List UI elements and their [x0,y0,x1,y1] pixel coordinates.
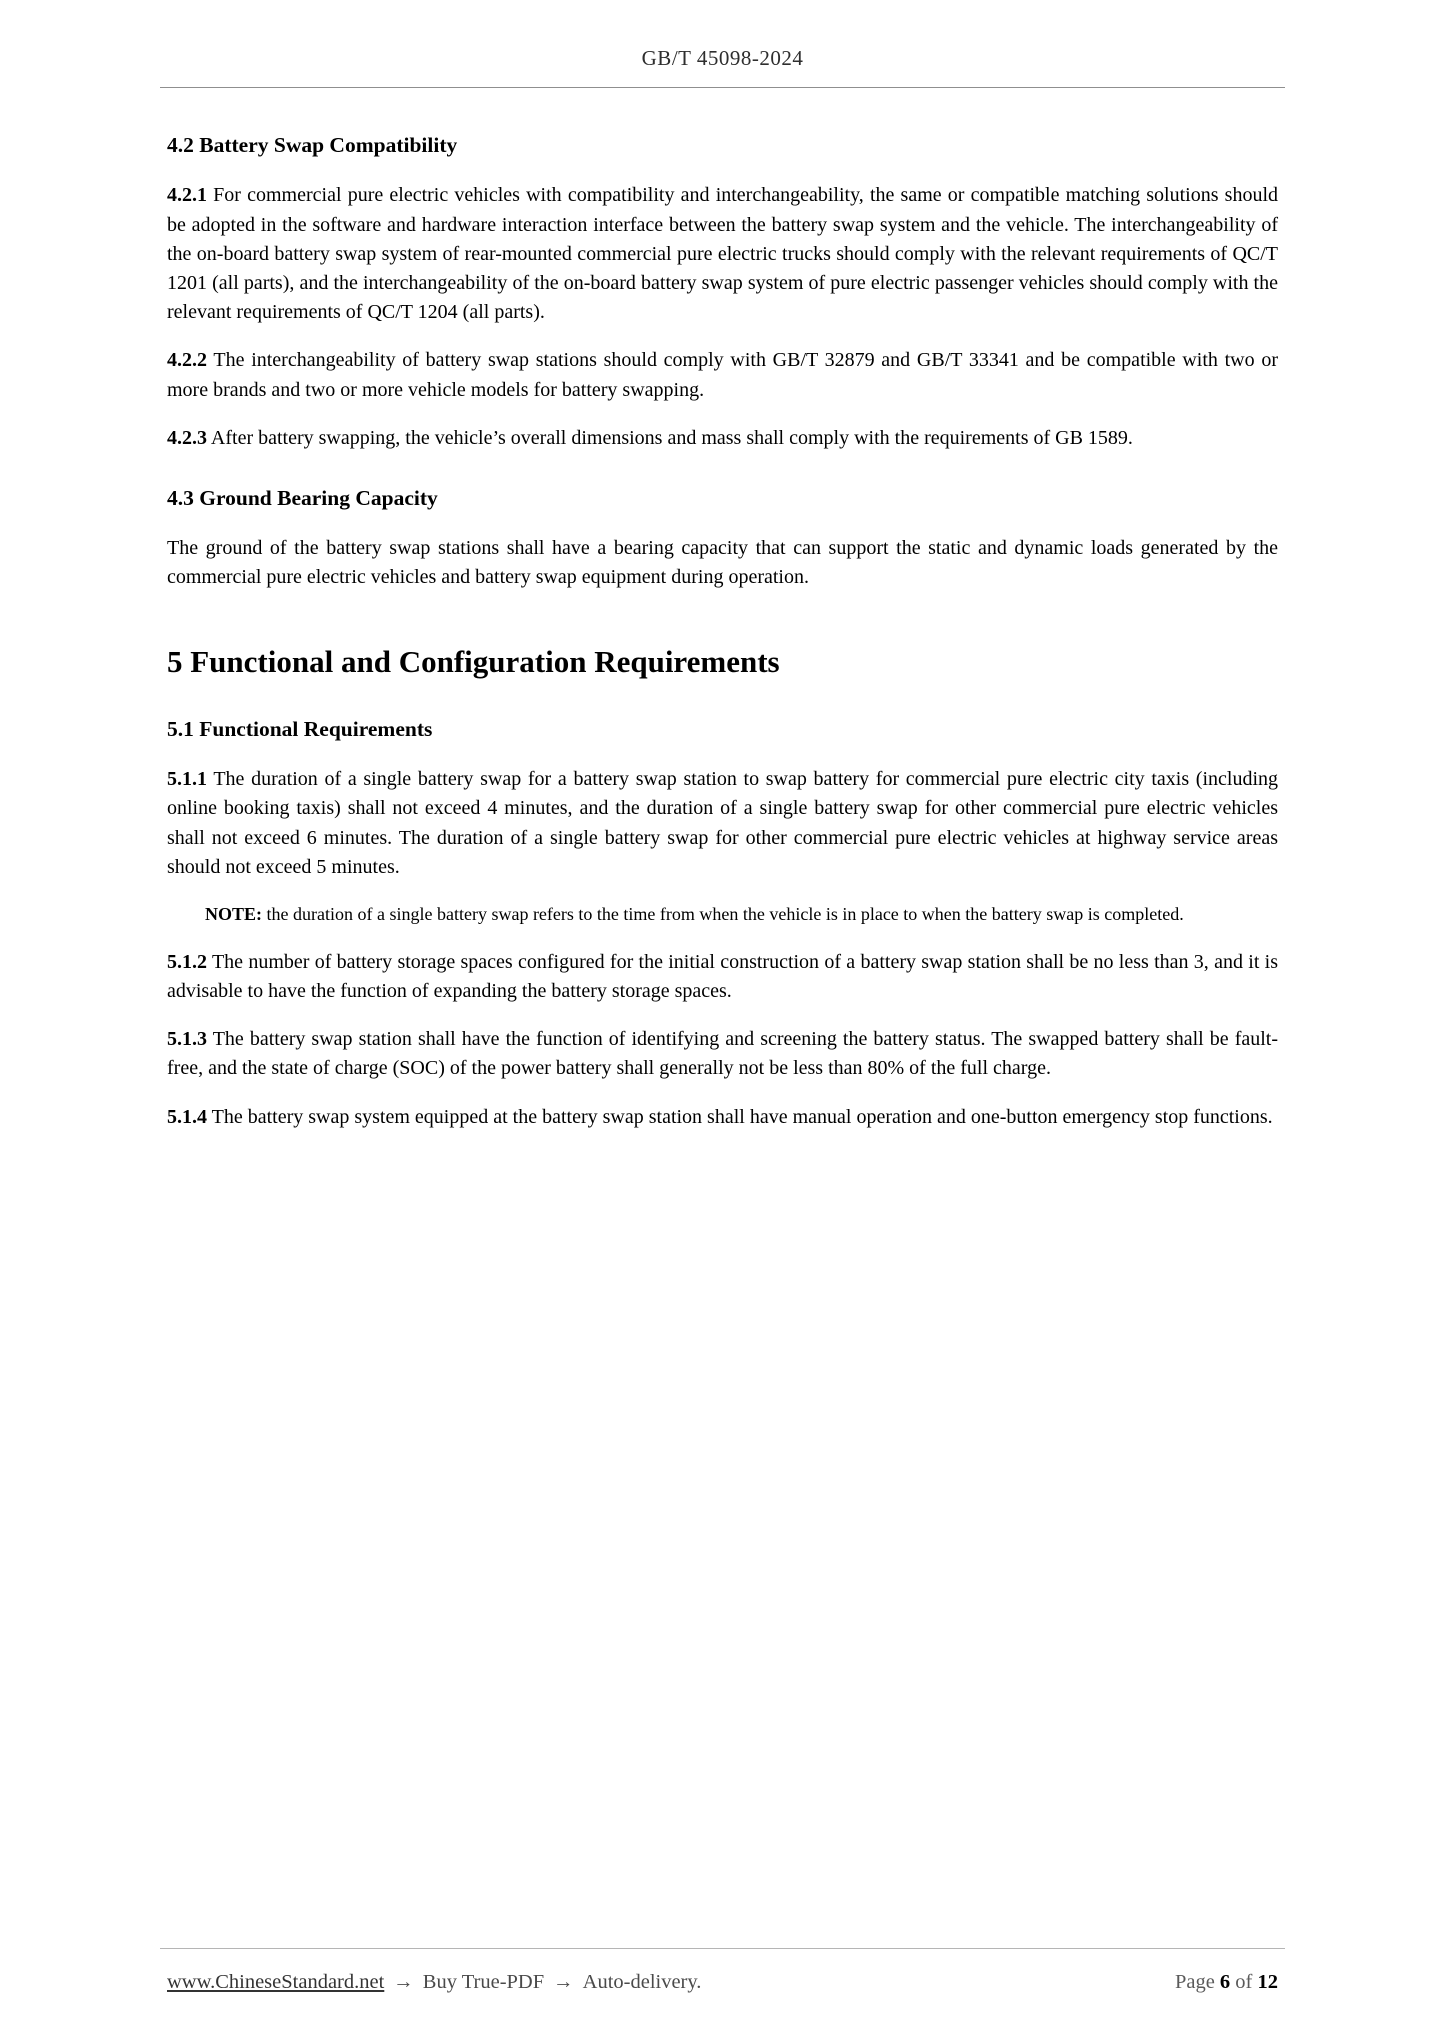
clause-text: After battery swapping, the vehicle’s overall dimensions and mass shall comply with the requirements of GB 1589. [210,426,1133,449]
paragraph-5-1-1 [167,765,1278,882]
note-label: NOTE: [205,904,263,924]
arrow-icon: → [553,1971,574,1993]
note-text: the duration of a single battery swap refers to the time from when the vehicle is in place to when the battery swap is completed. [266,904,1184,924]
heading-4-2: 4.2 Battery Swap Compatibility [167,133,458,157]
arrow-icon: → [393,1971,414,1993]
clause-text: The battery swap station shall have the function of identifying and screening the battery status. The swapped battery shall be fault-free, and the state of charge (SOC) of the power battery shall generally not be less than 80% of the full charge. [167,1028,1279,1080]
clause-number: 4.2.2 [167,349,207,372]
footer-delivery-text: Auto-delivery. [582,1971,702,1993]
paragraph-4-2-2 [167,346,1278,404]
heading-5: 5 Functional and Configuration Requirements [167,643,780,679]
clause-text: The battery swap system equipped at the battery swap station shall have manual operation and one-button emergency stop functions. [211,1105,1273,1128]
page-current: 6 [1219,1971,1231,1993]
footer-left [167,1971,701,1994]
clause-number: 5.1.2 [167,950,207,973]
paragraph-5-1-4 [167,1103,1278,1132]
clause-number: 5.1.4 [167,1105,207,1128]
page-total: 12 [1257,1971,1278,1993]
clause-text: The number of battery storage spaces configured for the initial construction of a battery swap station shall be no less than 3, and it is advisable to have the function of expanding the battery storage spaces. [167,950,1279,1003]
clause-text: The ground of the battery swap stations shall have a bearing capacity that can support the static and dynamic loads generated by the commercial pure electric vehicles and battery swap equipment during operation. [167,537,1278,589]
heading-5-1: 5.1 Functional Requirements [167,716,433,741]
note-5-1-1 [167,901,1278,929]
clause-number: 4.2.1 [167,184,207,207]
page-of: of [1235,1971,1253,1993]
page-indicator [1175,1971,1278,1994]
paragraph-4-2-3 [167,424,1278,453]
footer-buy-text: Buy True-PDF [422,1971,545,1993]
paragraph-5-1-2 [167,948,1278,1006]
page-label: Page [1174,1971,1215,1993]
clause-text: The interchangeability of battery swap stations should comply with GB/T 32879 and GB/T 33341 and be compatible with two or more brands and two or more vehicle models for battery swapping. [167,349,1279,401]
document-body [0,88,1445,1132]
heading-4-3: 4.3 Ground Bearing Capacity [167,485,438,510]
clause-number: 4.2.3 [167,426,207,449]
clause-text: For commercial pure electric vehicles with compatibility and interchangeability, the same or compatible matching solutions should be adopted in the software and hardware interaction interface between the battery swap system and the vehicle. The interchangeability of the on-board battery swap system of rear-mounted commercial pure electric trucks should comply with the relevant requirements of QC/T 1201 (all parts), and the interchangeability of the on-board battery swap system of pure electric passenger vehicles should comply with the relevant requirements of QC/T 1204 (all parts). [167,184,1279,324]
doc-number: GB/T 45098-2024 [641,46,804,70]
paragraph-4-2-1 [167,181,1278,327]
clause-number: 5.1.3 [167,1028,207,1051]
page-footer [0,1948,1445,2044]
page-header [0,0,1445,88]
website-link[interactable]: www.ChineseStandard.net [167,1971,385,1993]
paragraph-5-1-3 [167,1025,1278,1083]
clause-text: The duration of a single battery swap for a battery swap station to swap battery for commercial pure electric city taxis (including online booking taxis) shall not exceed 4 minutes, and the duration of a single battery swap for other commercial pure electric vehicles shall not exceed 6 minutes. The duration of a single battery swap for other commercial pure electric vehicles at highway service areas should not exceed 5 minutes. [167,768,1279,878]
paragraph-4-3 [167,534,1278,592]
clause-number: 5.1.1 [167,768,207,791]
